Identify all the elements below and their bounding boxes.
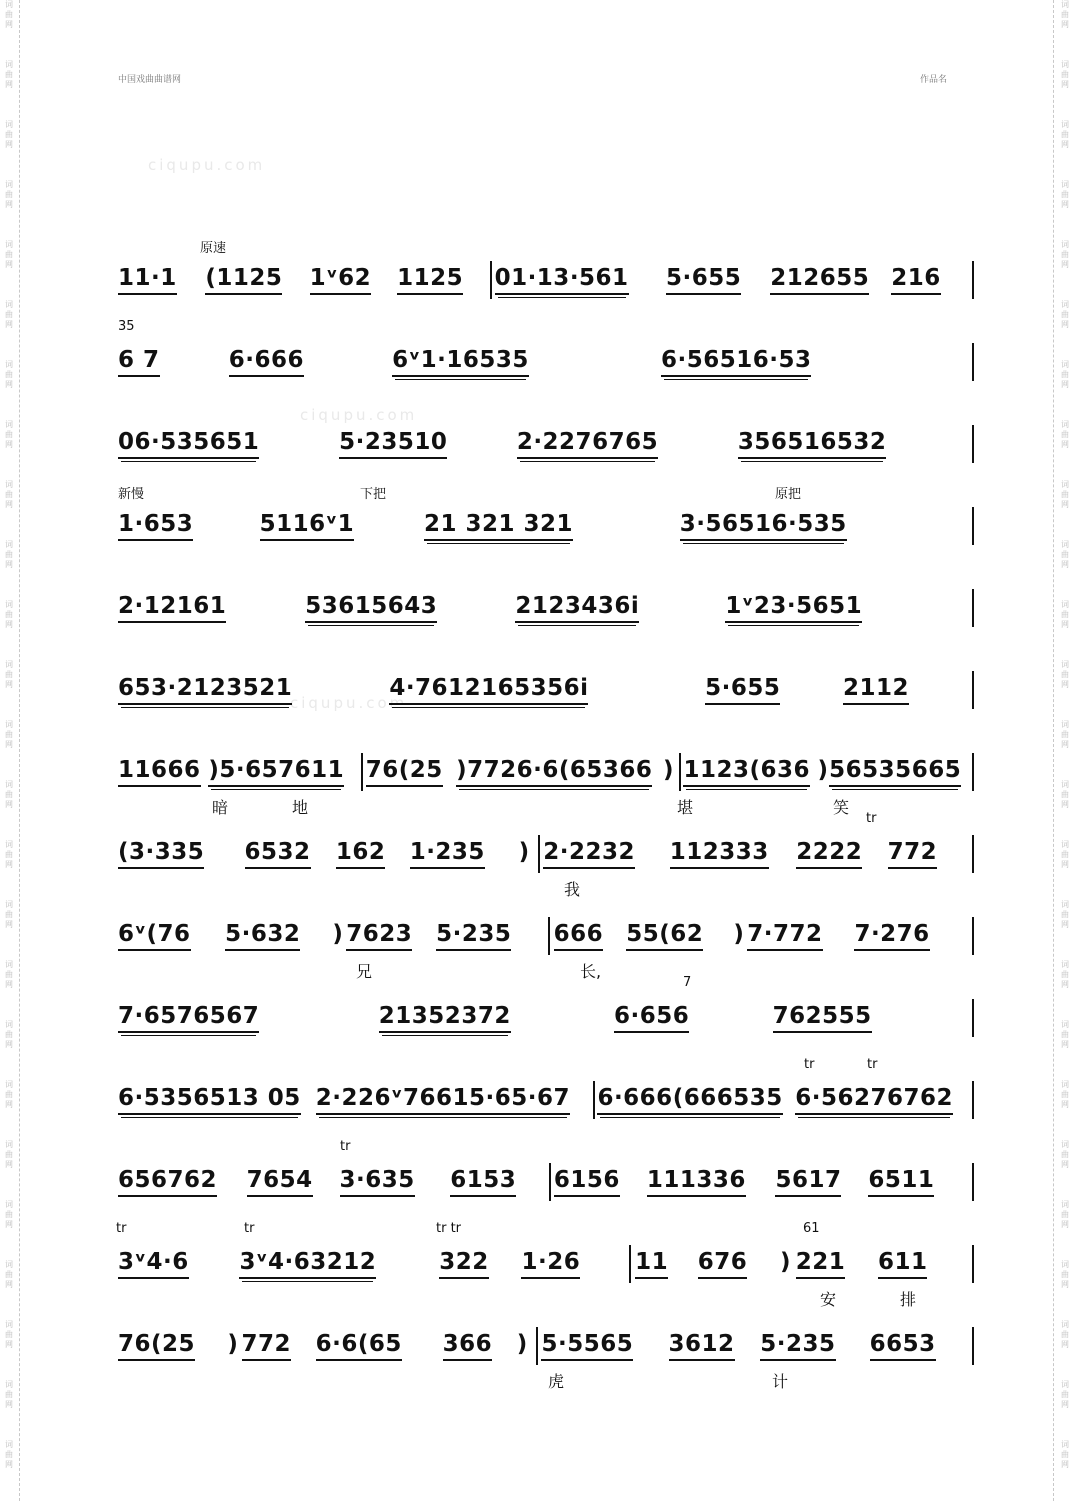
- note-group: 6156: [554, 1167, 620, 1197]
- watermark-text: 词 曲 网: [1061, 420, 1069, 449]
- note-group: 212655: [770, 265, 869, 295]
- watermark-text: 词 曲 网: [1061, 1380, 1069, 1409]
- note-group: 6·666(666535: [597, 1085, 782, 1115]
- note-group: ): [518, 839, 530, 865]
- faint-watermark: ciqupu.com: [290, 694, 408, 712]
- score-row: [0, 1139, 1074, 1231]
- watermark-text: 词 曲 网: [1061, 1020, 1069, 1049]
- watermark-text: 词 曲 网: [1061, 480, 1069, 509]
- watermark-text: 词 曲 网: [1061, 1260, 1069, 1289]
- note-group: 111336: [647, 1167, 746, 1197]
- watermark-text: 词 曲 网: [5, 1080, 13, 1109]
- watermark-text: 词 曲 网: [5, 1380, 13, 1409]
- bar-line: [972, 507, 974, 545]
- score-marker: 35: [118, 319, 135, 334]
- note-group: 5·235: [760, 1331, 835, 1361]
- score-marker: tr: [866, 811, 877, 826]
- watermark-text: 词 曲 网: [5, 1260, 13, 1289]
- note-group: 7·276: [854, 921, 929, 951]
- note-group: 53615643: [305, 593, 437, 623]
- watermark-text: 词 曲 网: [1061, 540, 1069, 569]
- note-group: 5·235: [436, 921, 511, 951]
- watermark-text: 词 曲 网: [1061, 600, 1069, 629]
- watermark-text: 词 曲 网: [5, 1320, 13, 1349]
- score-marker: tr: [244, 1221, 255, 1236]
- watermark-text: 词 曲 网: [1061, 1200, 1069, 1229]
- score-marker: 新慢: [118, 487, 145, 502]
- note-group: 6·666: [229, 347, 304, 377]
- score-row: [0, 975, 1074, 1067]
- note-group: 2112: [843, 675, 909, 705]
- score-row: [0, 1221, 1074, 1313]
- score-row: [0, 1057, 1074, 1149]
- watermark-text: 词 曲 网: [5, 1140, 13, 1169]
- watermark-text: 词 曲 网: [5, 300, 13, 329]
- lyric-char: 暗: [212, 798, 229, 817]
- note-group: 7623: [346, 921, 412, 951]
- bar-line: [972, 917, 974, 955]
- note-group: ): [227, 1331, 239, 1357]
- score-marker: 7: [683, 975, 692, 990]
- lyric-char: 计: [772, 1372, 789, 1391]
- lyric-char: 兄: [356, 962, 373, 981]
- note-group: 2222: [796, 839, 862, 869]
- note-group: 5·23510: [339, 429, 447, 459]
- bar-line: [972, 1163, 974, 1201]
- score-marker: tr: [340, 1139, 351, 1154]
- note-group: ): [817, 757, 829, 783]
- bar-line: [593, 1081, 595, 1119]
- note-group: 1ᵛ62: [310, 265, 372, 295]
- bar-line: [972, 753, 974, 791]
- note-group: 366: [443, 1331, 493, 1361]
- score-marker: 61: [803, 1221, 820, 1236]
- watermark-text: 词 曲 网: [5, 360, 13, 389]
- watermark-text: 词 曲 网: [1061, 240, 1069, 269]
- note-group: ): [332, 921, 344, 947]
- note-group: 3ᵛ4·6: [118, 1249, 189, 1279]
- watermark-text: 词 曲 网: [1061, 660, 1069, 689]
- note-group: 2·12161: [118, 593, 226, 623]
- score-marker: tr: [804, 1057, 815, 1072]
- watermark-text: 词 曲 网: [5, 240, 13, 269]
- watermark-text: 词 曲 网: [5, 780, 13, 809]
- watermark-text: 词 曲 网: [5, 600, 13, 629]
- lyric-char: 我: [564, 880, 581, 899]
- note-group: 76(25: [366, 757, 443, 787]
- watermark-text: 词 曲 网: [5, 540, 13, 569]
- lyric-char: 安: [820, 1290, 837, 1309]
- bar-line: [972, 589, 974, 627]
- note-group: 5·632: [225, 921, 300, 951]
- watermark-text: 词 曲 网: [5, 180, 13, 209]
- note-group: 216: [891, 265, 941, 295]
- note-group: 1·235: [410, 839, 485, 869]
- note-group: ): [663, 757, 675, 783]
- note-group: 21352372: [379, 1003, 511, 1033]
- bar-line: [972, 1327, 974, 1365]
- note-group: 11·1: [118, 265, 177, 295]
- note-group: 01·13·561: [495, 265, 629, 295]
- lyric-char: 虎: [548, 1372, 565, 1391]
- score-row: [0, 659, 1074, 739]
- note-group: 162: [336, 839, 386, 869]
- watermark-text: 词 曲 网: [5, 480, 13, 509]
- note-group: 5·655: [705, 675, 780, 705]
- note-group: 1123(636: [683, 757, 810, 787]
- note-group: 653·2123521: [118, 675, 292, 705]
- note-group: 6·6(65: [316, 1331, 402, 1361]
- score-marker: 原把: [775, 487, 802, 502]
- note-group: 611: [878, 1249, 928, 1279]
- watermark-text: 词 曲 网: [1061, 1080, 1069, 1109]
- note-group: 6511: [868, 1167, 934, 1197]
- watermark-text: 词 曲 网: [1061, 360, 1069, 389]
- watermark-text: 词 曲 网: [1061, 300, 1069, 329]
- note-group: 1·653: [118, 511, 193, 541]
- score-marker: tr tr: [436, 1221, 462, 1236]
- note-group: 1125: [397, 265, 463, 295]
- note-group: ): [780, 1249, 792, 1275]
- faint-watermark: ciqupu.com: [148, 156, 266, 174]
- note-group: 6·56276762: [795, 1085, 953, 1115]
- lyric-char: 长,: [580, 962, 602, 981]
- watermark-text: 词 曲 网: [1061, 1440, 1069, 1469]
- watermark-text: 词 曲 网: [1061, 1320, 1069, 1349]
- note-group: 3ᵛ4·63212: [239, 1249, 376, 1279]
- watermark-text: 词 曲 网: [5, 960, 13, 989]
- bar-line: [972, 1245, 974, 1283]
- note-group: 55(62: [626, 921, 703, 951]
- note-group: 21 321 321: [424, 511, 573, 541]
- bar-line: [538, 835, 540, 873]
- note-group: 5·655: [666, 265, 741, 295]
- note-group: 06·535651: [118, 429, 259, 459]
- watermark-text: 词 曲 网: [1061, 720, 1069, 749]
- note-group: 762555: [773, 1003, 872, 1033]
- note-group: 6ᵛ(76: [118, 921, 191, 951]
- faint-watermark: ciqupu.com: [300, 406, 418, 424]
- watermark-text: 词 曲 网: [5, 0, 13, 29]
- watermark-text: 词 曲 网: [5, 60, 13, 89]
- note-group: 772: [242, 1331, 292, 1361]
- note-group: 7·772: [747, 921, 822, 951]
- note-group: 2·226ᵛ76615·65·67: [316, 1085, 570, 1115]
- note-group: 2·2276765: [517, 429, 658, 459]
- watermark-text: 词 曲 网: [5, 120, 13, 149]
- bar-line: [972, 425, 974, 463]
- bar-line: [972, 261, 974, 299]
- watermark-text: 词 曲 网: [1061, 0, 1069, 29]
- watermark-text: 词 曲 网: [5, 900, 13, 929]
- lyric-char: 地: [292, 798, 309, 817]
- bar-line: [972, 1081, 974, 1119]
- watermark-text: 词 曲 网: [5, 1440, 13, 1469]
- lyric-char: 排: [900, 1290, 917, 1309]
- score-row: [0, 741, 1074, 821]
- note-group: ): [733, 921, 745, 947]
- bar-line: [972, 343, 974, 381]
- score-row: [0, 319, 1074, 411]
- note-group: 6·56516·53: [661, 347, 812, 377]
- score-row: [0, 413, 1074, 493]
- watermark-text: 词 曲 网: [5, 420, 13, 449]
- note-group: 666: [554, 921, 604, 951]
- watermark-text: 词 曲 网: [5, 840, 13, 869]
- note-group: 356516532: [738, 429, 887, 459]
- note-group: 7·6576567: [118, 1003, 259, 1033]
- note-group: 3·635: [340, 1167, 415, 1197]
- header-title: 作品名: [920, 75, 948, 85]
- note-group: 4·7612165356i: [389, 675, 588, 705]
- header-site-name: 中国戏曲曲谱网: [118, 75, 182, 85]
- watermark-text: 词 曲 网: [1061, 780, 1069, 809]
- note-group: 5617: [775, 1167, 841, 1197]
- note-group: 6653: [870, 1331, 936, 1361]
- watermark-text: 词 曲 网: [1061, 960, 1069, 989]
- bar-line: [361, 753, 363, 791]
- watermark-text: 词 曲 网: [1061, 120, 1069, 149]
- note-group: ): [516, 1331, 528, 1357]
- watermark-text: 词 曲 网: [1061, 60, 1069, 89]
- note-group: 1·26: [521, 1249, 580, 1279]
- bar-line: [490, 261, 492, 299]
- note-group: (3·335: [118, 839, 204, 869]
- score-marker: tr: [867, 1057, 878, 1072]
- note-group: (1125: [205, 265, 282, 295]
- note-group: 676: [698, 1249, 748, 1279]
- score-row: [0, 241, 1074, 329]
- note-group: 112333: [670, 839, 769, 869]
- note-group: 7654: [247, 1167, 313, 1197]
- note-group: 656762: [118, 1167, 217, 1197]
- note-group: 2123436i: [515, 593, 639, 623]
- note-group: 6·656: [614, 1003, 689, 1033]
- note-group: 6532: [245, 839, 311, 869]
- bar-line: [549, 1163, 551, 1201]
- watermark-text: 词 曲 网: [5, 1200, 13, 1229]
- note-group: 5116ᵛ1: [260, 511, 355, 541]
- bar-line: [548, 917, 550, 955]
- note-group: 221: [796, 1249, 846, 1279]
- bar-line: [536, 1327, 538, 1365]
- note-group: 6·5356513 05: [118, 1085, 301, 1115]
- note-group: 3·56516·535: [680, 511, 847, 541]
- note-group: 772: [888, 839, 938, 869]
- bar-line: [972, 835, 974, 873]
- watermark-text: 词 曲 网: [5, 1020, 13, 1049]
- watermark-text: 词 曲 网: [5, 660, 13, 689]
- note-group: 2·2232: [543, 839, 635, 869]
- bar-line: [679, 753, 681, 791]
- note-group: 5·5565: [541, 1331, 633, 1361]
- note-group: 1ᵛ23·5651: [725, 593, 862, 623]
- score-row: [0, 1315, 1074, 1395]
- note-group: 322: [439, 1249, 489, 1279]
- watermark-text: 词 曲 网: [1061, 840, 1069, 869]
- note-group: 6ᵛ1·16535: [392, 347, 529, 377]
- score-marker: 原速: [200, 241, 227, 256]
- note-group: 56535665: [829, 757, 961, 787]
- watermark-text: 词 曲 网: [1061, 180, 1069, 209]
- note-group: 11: [635, 1249, 668, 1279]
- note-group: 6153: [450, 1167, 516, 1197]
- lyric-char: 笑: [833, 798, 850, 817]
- watermark-text: 词 曲 网: [5, 720, 13, 749]
- score-marker: 下把: [360, 487, 387, 502]
- note-group: 76(25: [118, 1331, 195, 1361]
- watermark-text: 词 曲 网: [1061, 1140, 1069, 1169]
- note-group: 3612: [669, 1331, 735, 1361]
- watermark-text: 词 曲 网: [1061, 900, 1069, 929]
- score-row: [0, 905, 1074, 985]
- note-group: )7726·6(65366: [456, 757, 652, 787]
- bar-line: [972, 671, 974, 709]
- note-group: )5·657611: [208, 757, 344, 787]
- bar-line: [972, 999, 974, 1037]
- score-row: [0, 811, 1074, 903]
- score-row: [0, 577, 1074, 657]
- note-group: 6 7: [118, 347, 160, 377]
- lyric-char: 堪: [677, 798, 694, 817]
- note-group: 11666: [118, 757, 201, 787]
- bar-line: [629, 1245, 631, 1283]
- score-marker: tr: [116, 1221, 127, 1236]
